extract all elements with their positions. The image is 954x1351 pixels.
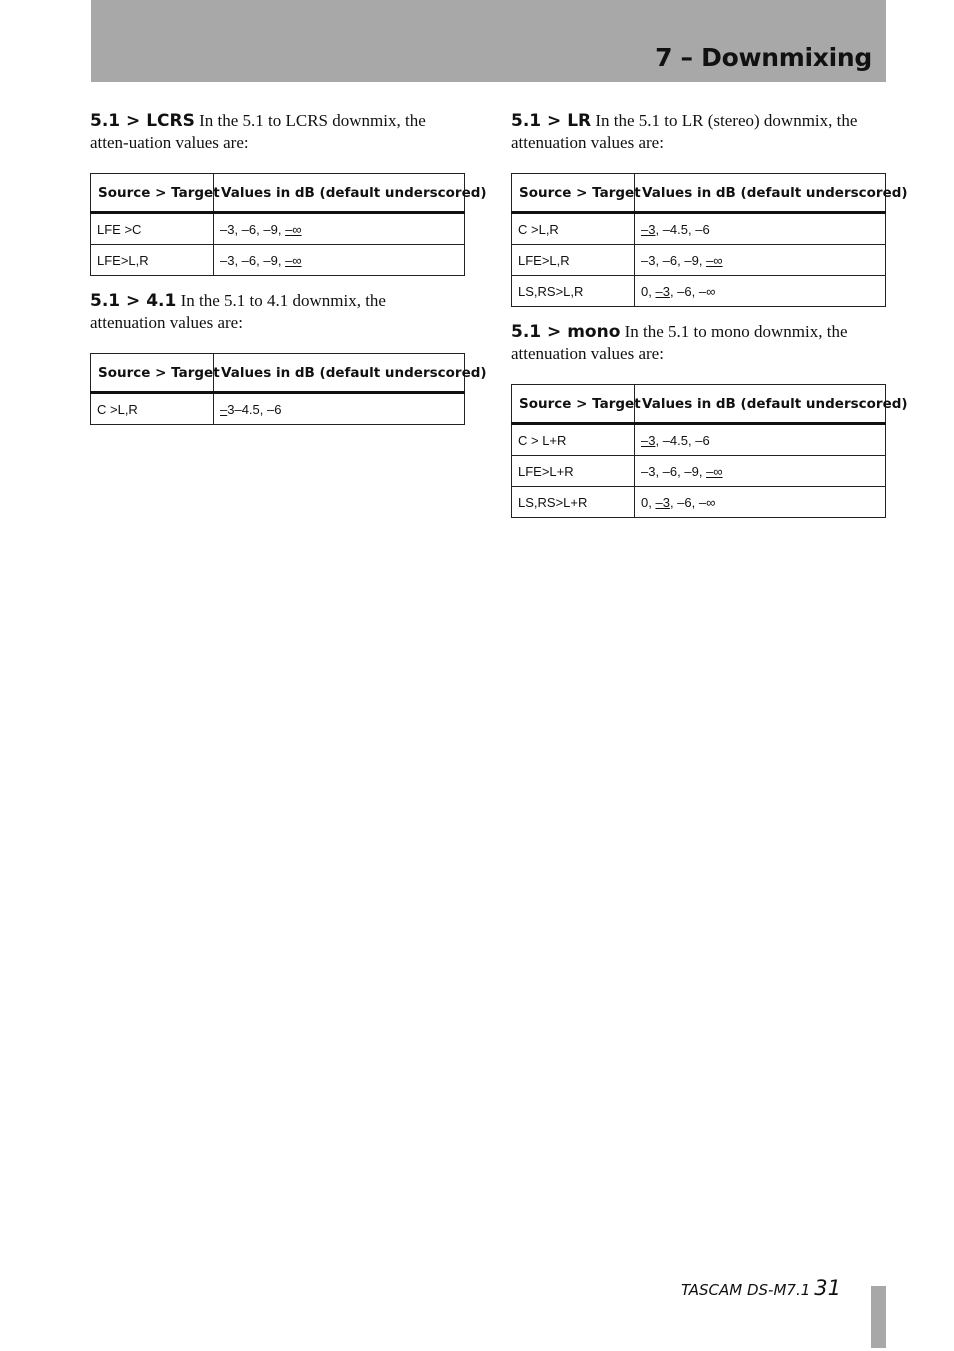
source-cell: C >L,R [91,393,214,425]
table-row [91,213,465,245]
section-text: In the 5.1 to mono downmix, the attenuation values are: [511,322,848,363]
section-4-1 [90,290,487,425]
section-intro [90,110,464,153]
source-cell: LS,RS>L,R [512,276,635,307]
attenuation-table-mono [511,384,908,518]
section-intro [90,290,464,333]
section-text: In the 5.1 to LCRS downmix, the atten-uation values are: [90,111,426,152]
default-value: –∞ [706,252,723,268]
values-cell [635,213,886,245]
values-cell [214,213,465,245]
source-cell: LFE>L,R [512,245,635,276]
table-header-row [512,385,886,424]
page-number: 31 [814,1276,841,1300]
default-value: –∞ [285,221,302,237]
value-text: –3, –6, –9, [641,463,707,479]
column-header-values: Values in dB (default underscored) [635,174,886,213]
section-heading: 5.1 > mono [511,322,621,342]
source-cell: LFE >C [91,213,214,245]
column-header-values: Values in dB (default underscored) [635,385,886,424]
values-cell [214,393,465,425]
section-text: In the 5.1 to LR (stereo) downmix, the attenuation values are: [511,111,858,152]
table-header-row [91,354,465,393]
source-cell: LS,RS>L+R [512,487,635,518]
values-cell [214,245,465,276]
column-header-values: Values in dB (default underscored) [214,174,465,213]
right-column [511,110,908,532]
footer-product-name: TASCAM DS-M7.1 [680,1281,811,1299]
default-value: –∞ [285,252,302,268]
value-text: 3–4.5, –6 [227,401,282,417]
value-text: 0, [641,283,656,299]
table-row [512,487,886,518]
attenuation-table-lcrs [90,173,487,276]
table-row [91,245,465,276]
values-cell [635,456,886,487]
page-edge-tab [871,1286,886,1348]
table-header-row [91,174,465,213]
source-cell: LFE>L+R [512,456,635,487]
section-text: In the 5.1 to 4.1 downmix, the attenuation values are: [90,291,386,332]
table-row [512,245,886,276]
source-cell: C >L,R [512,213,635,245]
default-value: –∞ [706,463,723,479]
attenuation-table-lr [511,173,908,307]
section-lcrs [90,110,487,276]
value-text: –3, –6, –9, [641,252,707,268]
column-header-values: Values in dB (default underscored) [214,354,465,393]
column-header-source: Source > Target [512,385,635,424]
section-heading: 5.1 > LCRS [90,111,195,131]
section-heading: 5.1 > 4.1 [90,291,177,311]
section-intro [511,321,885,364]
attenuation-table-4-1 [90,353,487,425]
table-row [512,213,886,245]
source-cell: C > L+R [512,424,635,456]
table-row [512,424,886,456]
table-row [91,393,465,425]
default-value: –3 [655,494,670,510]
value-text: , –6, –∞ [669,283,716,299]
column-header-source: Source > Target [512,174,635,213]
default-value: – [220,401,228,417]
value-text: , –4.5, –6 [655,221,710,237]
default-value: –3 [655,283,670,299]
column-header-source: Source > Target [91,354,214,393]
column-header-source: Source > Target [91,174,214,213]
chapter-header-band [91,0,886,82]
left-column [90,110,487,439]
section-mono [511,321,908,518]
values-cell [635,424,886,456]
section-lr [511,110,908,307]
section-heading: 5.1 > LR [511,111,592,131]
value-text: , –4.5, –6 [655,432,710,448]
default-value: –3 [641,221,656,237]
value-text: –3, –6, –9, [220,221,286,237]
default-value: –3 [641,432,656,448]
source-cell: LFE>L,R [91,245,214,276]
chapter-title: 7 – Downmixing [655,43,872,72]
table-row [512,456,886,487]
table-header-row [512,174,886,213]
page-footer [681,1276,841,1300]
value-text: –3, –6, –9, [220,252,286,268]
section-intro [511,110,885,153]
values-cell [635,276,886,307]
table-row [512,276,886,307]
value-text: , –6, –∞ [669,494,716,510]
values-cell [635,245,886,276]
values-cell [635,487,886,518]
value-text: 0, [641,494,656,510]
